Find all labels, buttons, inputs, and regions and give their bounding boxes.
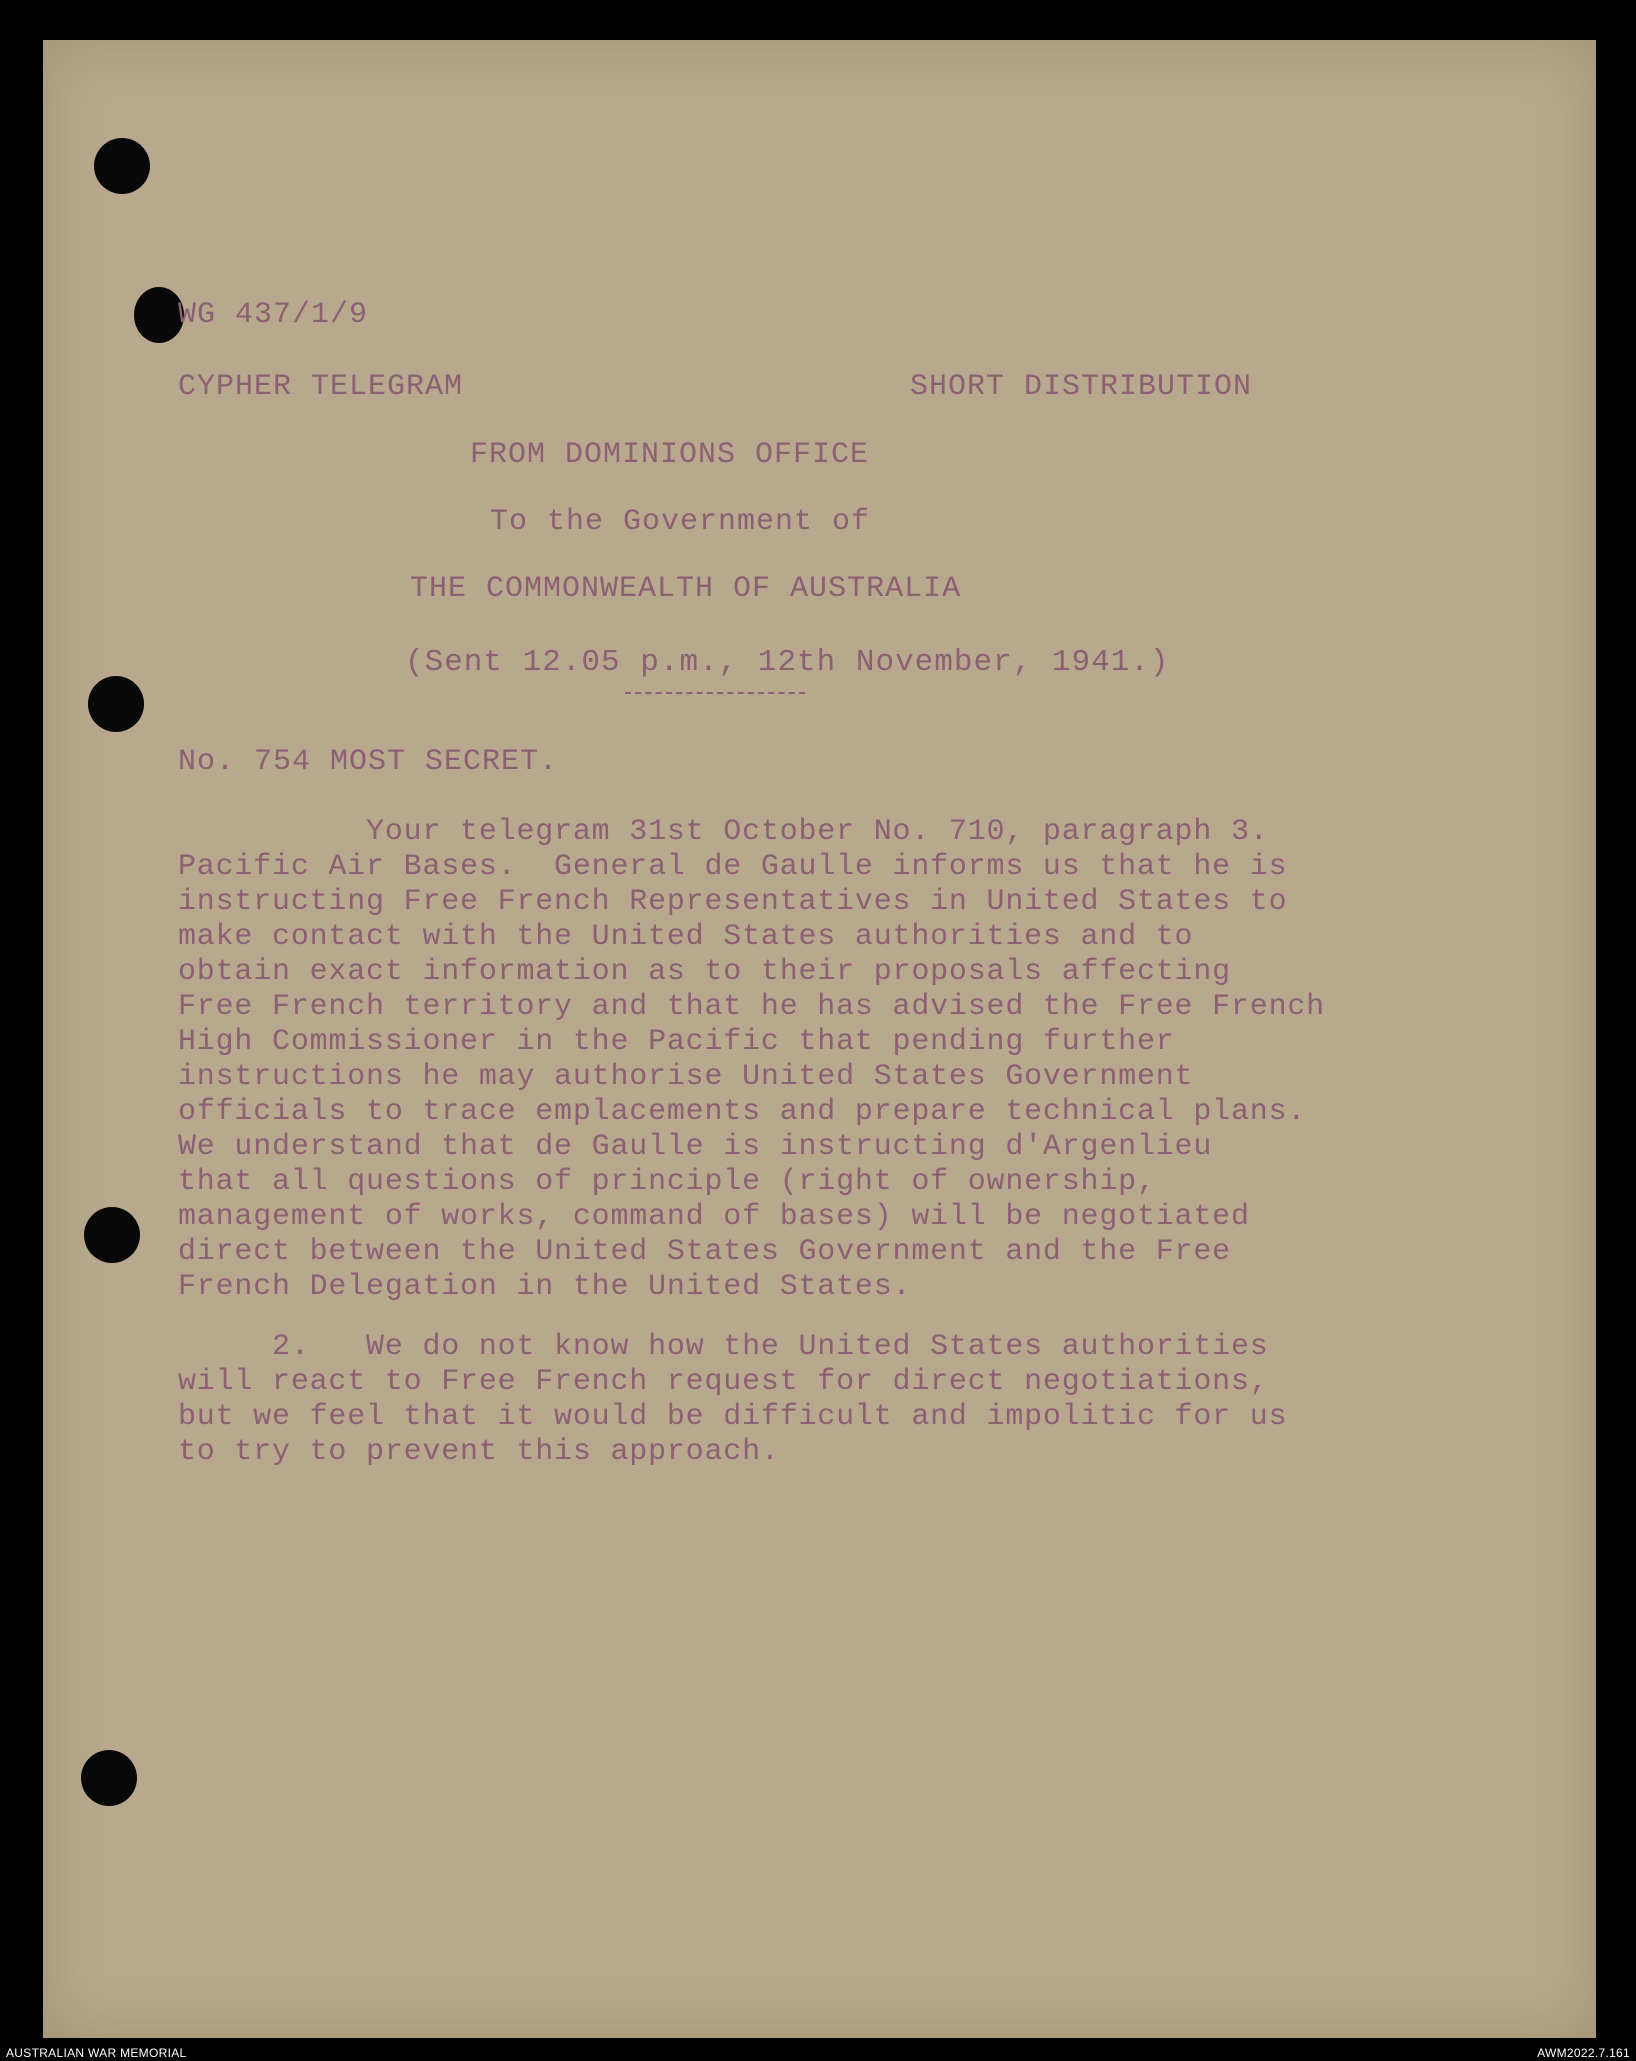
- punch-hole: [134, 287, 184, 343]
- punch-hole: [81, 1750, 137, 1806]
- addressee-line: To the Government of: [490, 505, 871, 539]
- punch-hole: [84, 1207, 140, 1263]
- document-type: CYPHER TELEGRAM: [178, 370, 464, 404]
- sent-timestamp: (Sent 12.05 p.m., 12th November, 1941.): [405, 645, 1170, 680]
- telegram-number: No. 754 MOST SECRET.: [178, 745, 559, 779]
- punch-hole: [88, 676, 144, 732]
- sender-line: FROM DOMINIONS OFFICE: [470, 438, 870, 472]
- paragraph-2: 2. We do not know how the United States authorities will react to Free French request for direct negotiations, but we feel that it would be difficult and impolitic for us to try to prevent this approach.: [178, 1330, 1288, 1469]
- recipient-line: THE COMMONWEALTH OF AUSTRALIA: [410, 572, 962, 606]
- paragraph-1: Your telegram 31st October No. 710, paragraph 3. Pacific Air Bases. General de Gaulle informs us that he is instructing Free French Representatives in United States to make contact with the United States authorities and to obtain exact information as to their proposals affecting Free French territory and that he has advised the Free French High Commissioner in the Pacific that pending further instructions he may authorise United States Government officials to trace emplacements and prepare technical plans. We understand that de Gaulle is instructing d'Argenlieu that all questions of principle (right of ownership, management of works, command of bases) will be negotiated direct between the United States Government and the Free French Delegation in the United States.: [178, 815, 1325, 1304]
- punch-hole: [94, 138, 150, 194]
- sent-underline: [625, 692, 805, 694]
- archive-credit: AUSTRALIAN WAR MEMORIAL: [6, 2046, 187, 2060]
- distribution-label: SHORT DISTRIBUTION: [910, 370, 1253, 404]
- reference-number: WG 437/1/9: [178, 298, 369, 332]
- archive-id: AWM2022.7.161: [1537, 2046, 1630, 2060]
